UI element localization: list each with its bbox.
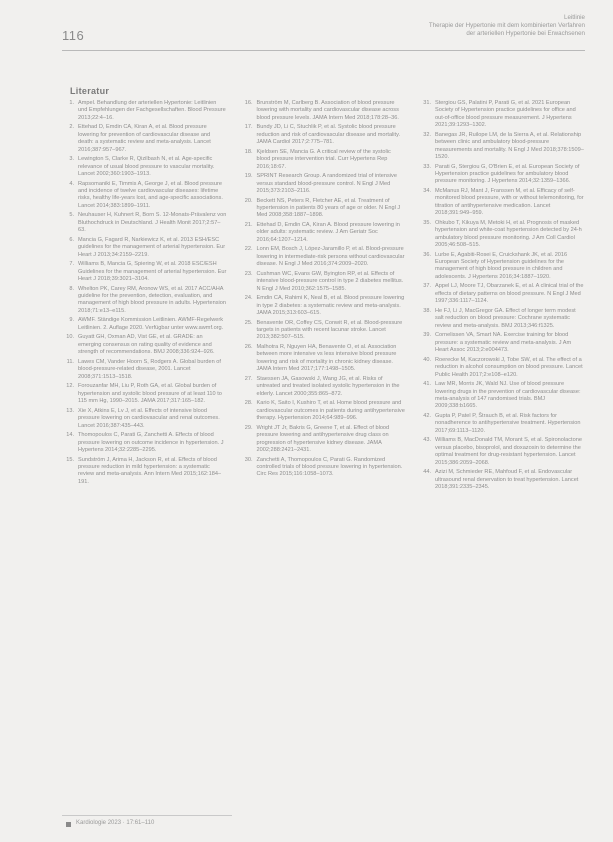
reference-text: Forouzanfar MH, Liu P, Roth GA, et al. Global burden of hypertension and systolic blood pressure of at least 110 to 115 mm Hg, 1990–2015. JAMA 2017;317:165–182. <box>78 383 222 405</box>
reference-text: Ohkubo T, Kikuya M, Metoki H, et al. Prognosis of masked hypertension and white-coat hypertension detected by 24-h ambulatory blood pressure monitoring. J Am Coll Cardiol 2005;46:508–515. <box>435 219 582 249</box>
reference-number: 25. <box>244 319 253 326</box>
reference-text: Staessen JA, Gasowski J, Wang JG, et al. Risks of untreated and treated isolated systolic hypertension in the elderly. Lancet 2000;355:865–872. <box>256 375 400 397</box>
footer-citation: Kardiologie 2023 · 17:61–110 <box>76 820 155 826</box>
reference-entry <box>62 317 227 332</box>
reference-number: 22. <box>244 246 253 253</box>
reference-entry <box>419 357 584 379</box>
reference-text: Neuhauser H, Kuhnert R, Born S. 12-Monats-Prävalenz von Bluthochdruck in Deutschland. J Health Monit 2017;2:57–63. <box>78 212 227 234</box>
reference-number: 30. <box>244 456 253 463</box>
reference-entry <box>241 457 406 479</box>
reference-text: Lawes CM, Vander Hoorn S, Rodgers A. Global burden of blood-pressure-related disease, 2001. Lancet 2008;371:1513–1518. <box>78 358 221 380</box>
reference-number: 10. <box>66 334 74 341</box>
reference-number: 17. <box>244 124 253 131</box>
section-heading: Literatur <box>70 86 110 96</box>
reference-text: SPRINT Research Group. A randomized trial of intensive versus standard blood-pressure control. N Engl J Med 2015;373:2103–2116. <box>256 173 397 195</box>
reference-number: 12. <box>66 383 74 390</box>
reference-entry <box>241 425 406 455</box>
reference-text: Guyatt GH, Oxman AD, Vist GE, et al. GRADE: an emerging consensus on rating quality of evidence and strength of recommendations. BMJ 2008;336:924–926. <box>78 334 215 356</box>
reference-text: Appel LJ, Moore TJ, Obarzanek E, et al. A clinical trial of the effects of dietary patterns on blood pressure. N Engl J Med 1997;336:1117–1124. <box>435 283 584 305</box>
reference-text: Brunström M, Carlberg B. Association of blood pressure lowering with mortality and cardiovascular disease across blood pressure levels. JAMA Intern Med 2018;178:28–36. <box>256 100 399 121</box>
reference-entry <box>62 457 227 487</box>
reference-number: 24. <box>244 295 253 302</box>
reference-column-2 <box>241 100 406 808</box>
reference-entry <box>241 400 406 422</box>
reference-text: He FJ, Li J, MacGregor GA. Effect of longer term modest salt reduction on blood pressure: Cochrane systematic review and meta-analysis. BMJ 2013;346:f1325. <box>435 307 576 329</box>
reference-number: 9. <box>69 317 74 324</box>
reference-number: 26. <box>244 344 253 351</box>
reference-entry <box>241 271 406 293</box>
reference-number: 41. <box>423 381 431 388</box>
reference-text: Kario K, Saito I, Kushiro T, et al. Home blood pressure and cardiovascular outcomes in patients during antihypertensive therapy. Hypertension 2014;64:989–996. <box>256 400 405 422</box>
reference-entry <box>419 283 584 305</box>
reference-number: 42. <box>423 412 431 419</box>
reference-entry <box>419 164 584 186</box>
reference-number: 11. <box>66 358 74 365</box>
reference-entry <box>241 320 406 342</box>
reference-entry <box>419 252 584 282</box>
reference-text: Xie X, Atkins E, Lv J, et al. Effects of intensive blood pressure lowering on cardiovascular and renal outcomes. Lancet 2016;387:435–443. <box>78 407 220 429</box>
reference-entry <box>419 308 584 330</box>
reference-text: Williams B, Mancia G, Spiering W, et al. 2018 ESC/ESH Guidelines for the management of arterial hypertension. Eur Heart J 2018;39:3021–3104. <box>78 261 227 283</box>
reference-number: 36. <box>423 251 431 258</box>
reference-text: Lurbe E, Agabiti-Rosei E, Cruickshank JK, et al. 2016 European Society of Hypertension guidelines for the management of high blood pressure in children and adolescents. J Hypertens 2016;34:1887–1920. <box>435 251 568 280</box>
reference-entry <box>419 437 584 467</box>
reference-number: 44. <box>423 469 431 476</box>
reference-entry <box>62 359 227 381</box>
reference-entry <box>419 469 584 491</box>
reference-entry <box>241 198 406 220</box>
reference-number: 43. <box>423 437 431 444</box>
reference-text: McManus RJ, Mant J, Franssen M, et al. Efficacy of self-monitored blood pressure, with or without telemonitoring, for titration of antihypertensive medication. Lancet 2018;391:949–959. <box>435 188 584 217</box>
reference-entry <box>419 100 584 130</box>
reference-number: 40. <box>423 356 431 363</box>
reference-entry <box>62 181 227 211</box>
reference-number: 33. <box>423 163 431 170</box>
reference-text: Cushman WC, Evans GW, Byington RP, et al. Effects of intensive blood-pressure control in type 2 diabetes mellitus. N Engl J Med 2010;362:1575–1585. <box>256 270 404 292</box>
reference-entry <box>62 124 227 154</box>
reference-number: 29. <box>244 424 253 431</box>
reference-entry <box>419 188 584 218</box>
reference-entry <box>62 334 227 356</box>
reference-text: Cornelissen VA, Smart NA. Exercise training for blood pressure: a systematic review and meta-analysis. J Am Heart Assoc 2013;2:e004473. <box>435 332 572 354</box>
reference-text: Ettehad D, Emdin CA, Kiran A. Blood pressure lowering in older adults: systematic review. J Am Geriatr Soc 2016;64:1207–1214. <box>256 222 400 243</box>
reference-entry <box>62 261 227 283</box>
reference-number: 14. <box>66 432 74 439</box>
reference-column-3 <box>419 100 584 808</box>
reference-number: 1. <box>69 100 74 106</box>
reference-number: 21. <box>244 222 253 229</box>
reference-entry <box>62 286 227 316</box>
reference-entry <box>419 413 584 435</box>
reference-number: 18. <box>244 148 253 155</box>
reference-text: Kjeldsen SE, Mancia G. A critical review of the systolic blood pressure intervention trial. Curr Hypertens Rep 2016;18:67. <box>256 148 391 170</box>
reference-number: 39. <box>423 332 431 339</box>
page-number: 116 <box>62 28 85 43</box>
reference-text: Emdin CA, Rahimi K, Neal B, et al. Blood pressure lowering in type 2 diabetes: a systematic review and meta-analysis. JAMA 2015;313:603–615. <box>256 295 405 317</box>
reference-text: Zanchetti A, Thomopoulos C, Parati G. Randomized controlled trials of blood pressure lowering in hypertension. Circ Res 2015;116:1058–1073. <box>256 456 403 478</box>
reference-entry <box>419 220 584 250</box>
reference-entry <box>62 432 227 454</box>
footer-square-icon <box>66 822 71 827</box>
reference-text: Parati G, Stergiou G, O'Brien E, et al. European Society of Hypertension practice guidelines for ambulatory blood pressure monitoring. J Hypertens 2014;32:1359–1366. <box>435 163 580 185</box>
reference-number: 5. <box>69 212 74 219</box>
reference-number: 6. <box>69 236 74 243</box>
reference-number: 19. <box>244 173 253 180</box>
reference-number: 28. <box>244 400 253 407</box>
reference-number: 35. <box>423 219 431 226</box>
reference-number: 13. <box>66 407 74 414</box>
reference-number: 8. <box>69 285 74 292</box>
reference-text: Ettehad D, Emdin CA, Kiran A, et al. Blood pressure lowering for prevention of cardiovascular disease and death: a systematic review and meta-analysis. Lancet 2016;387:957–967. <box>78 124 211 153</box>
reference-entry <box>241 173 406 195</box>
reference-entry <box>241 295 406 317</box>
reference-number: 2. <box>69 124 74 131</box>
reference-text: Lonn EM, Bosch J, López-Jaramillo P, et al. Blood-pressure lowering in intermediate-risk persons without cardiovascular disease. N Engl J Med 2016;374:2009–2020. <box>256 246 405 268</box>
reference-column-1 <box>62 100 227 808</box>
reference-entry <box>241 124 406 146</box>
reference-text: Bundy JD, Li C, Stuchlik P, et al. Systolic blood pressure reduction and risk of cardiovascular disease and mortality. JAMA Cardiol 2017;2:775–781. <box>256 124 401 146</box>
reference-text: Stergiou GS, Palatini P, Parati G, et al. 2021 European Society of Hypertension practice guidelines for office and out-of-office blood pressure measurement. J Hypertens 2021;39:1293–1302. <box>435 100 576 129</box>
reference-text: Lewington S, Clarke R, Qizilbash N, et al. Age-specific relevance of usual blood pressure to vascular mortality. Lancet 2002;360:1903–1913. <box>78 156 215 178</box>
reference-entry <box>419 381 584 411</box>
reference-number: 32. <box>423 131 431 138</box>
reference-text: Williams B, MacDonald TM, Morant S, et al. Spironolactone versus placebo, bisoprolol, and doxazosin to determine the optimal treatment for drug-resistant hypertension. Lancet 2015;386:2059–2068. <box>435 437 582 466</box>
reference-number: 27. <box>244 375 253 382</box>
reference-text: AWMF. Ständige Kommission Leitlinien. AWMF-Regelwerk Leitlinien. 2. Auflage 2020. Verfügbar unter www.awmf.org. <box>78 317 224 331</box>
reference-entry <box>62 383 227 405</box>
reference-entry <box>241 344 406 374</box>
running-head <box>285 14 585 39</box>
reference-number: 16. <box>244 100 253 106</box>
reference-number: 38. <box>423 307 431 314</box>
reference-entry <box>241 100 406 122</box>
reference-number: 4. <box>69 180 74 187</box>
reference-entry <box>419 132 584 162</box>
reference-text: Malhotra R, Nguyen HA, Benavente O, et al. Association between more intensive vs less intensive blood pressure lowering and risk of mortality in chronic kidney disease. JAMA Intern Med 2017;177:1498–1505. <box>256 344 397 373</box>
reference-number: 37. <box>423 283 431 290</box>
reference-entry <box>62 156 227 178</box>
footer-divider <box>62 815 232 816</box>
running-head-line: Leitlinie <box>564 14 585 21</box>
reference-number: 34. <box>423 188 431 195</box>
reference-entry <box>241 246 406 268</box>
reference-text: Mancia G, Fagard R, Narkiewicz K, et al. 2013 ESH/ESC guidelines for the management of arterial hypertension. Eur Heart J 2013;34:2159–2219. <box>78 236 226 258</box>
reference-text: Ampel. Behandlung der arteriellen Hypertonie: Leitlinien und Empfehlungen der Fachgesellschaften. Blood Pressure 2013;22:4–16. <box>78 100 226 121</box>
reference-text: Benavente OR, Coffey CS, Conwit R, et al. Blood-pressure targets in patients with recent lacunar stroke. Lancet 2013;382:507–515. <box>256 319 403 341</box>
reference-text: Wright JT Jr, Bakris G, Greene T, et al. Effect of blood pressure lowering and antihypertensive drug class on progression of hypertensive kidney disease. JAMA 2002;288:2421–2431. <box>256 424 390 453</box>
reference-entry <box>62 212 227 234</box>
reference-text: Sundström J, Arima H, Jackson R, et al. Effects of blood pressure reduction in mild hypertension: a systematic review and meta-analysis. Ann Intern Med 2015;162:184–191. <box>78 456 222 485</box>
reference-number: 31. <box>423 100 431 106</box>
reference-entry <box>62 237 227 259</box>
reference-text: Law MR, Morris JK, Wald NJ. Use of blood pressure lowering drugs in the prevention of cardiovascular disease: meta-analysis of 147 randomised trials. BMJ 2009;338:b1665. <box>435 381 581 410</box>
reference-number: 23. <box>244 270 253 277</box>
header-divider <box>62 50 585 51</box>
running-head-line: der arteriellen Hypertonie bei Erwachsenen <box>466 30 585 38</box>
reference-number: 15. <box>66 456 74 463</box>
reference-entry <box>62 100 227 122</box>
reference-entry <box>62 408 227 430</box>
reference-text: Gupta P, Patel P, Štrauch B, et al. Risk factors for nonadherence to antihypertensive treatment. Hypertension 2017;69:1113–1120. <box>435 412 581 434</box>
reference-columns <box>62 100 584 808</box>
reference-entry <box>241 222 406 244</box>
reference-entry <box>419 332 584 354</box>
reference-text: Rapsomaniki E, Timmis A, George J, et al. Blood pressure and incidence of twelve cardiovascular diseases: lifetime risks, healthy life-years lost, and age-specific associations. Lancet 2014;383:1899–1911. <box>78 180 223 209</box>
reference-text: Roerecke M, Kaczorowski J, Tobe SW, et al. The effect of a reduction in alcohol consumption on blood pressure. Lancet Public Health 2017;2:e108–e120. <box>435 356 583 378</box>
reference-text: Banegas JR, Ruilope LM, de la Sierra A, et al. Relationship between clinic and ambulatory blood-pressure measurements and mortality. N Engl J Med 2018;378:1509–1520. <box>435 131 584 161</box>
reference-number: 3. <box>69 156 74 163</box>
reference-text: Thomopoulos C, Parati G, Zanchetti A. Effects of blood pressure lowering on outcome incidence in hypertension. J Hypertens 2014;32:2285–2295. <box>78 432 224 453</box>
reference-entry <box>241 376 406 398</box>
reference-text: Azizi M, Schmieder RE, Mahfoud F, et al. Endovascular ultrasound renal denervation to treat hypertension. Lancet 2018;391:2335–2345. <box>435 469 579 490</box>
reference-text: Beckett NS, Peters R, Fletcher AE, et al. Treatment of hypertension in patients 80 years of age or older. N Engl J Med 2008;358:1887–1898. <box>256 197 401 219</box>
reference-number: 7. <box>69 261 74 268</box>
reference-number: 20. <box>244 197 253 204</box>
reference-text: Whelton PK, Carey RM, Aronow WS, et al. 2017 ACC/AHA guideline for the prevention, detection, evaluation, and management of high blood pressure in adults. Hypertension 2018;71:e13–e115. <box>78 285 227 314</box>
running-head-line: Therapie der Hypertonie mit dem kombinierten Verfahren <box>428 22 585 30</box>
reference-entry <box>241 149 406 171</box>
